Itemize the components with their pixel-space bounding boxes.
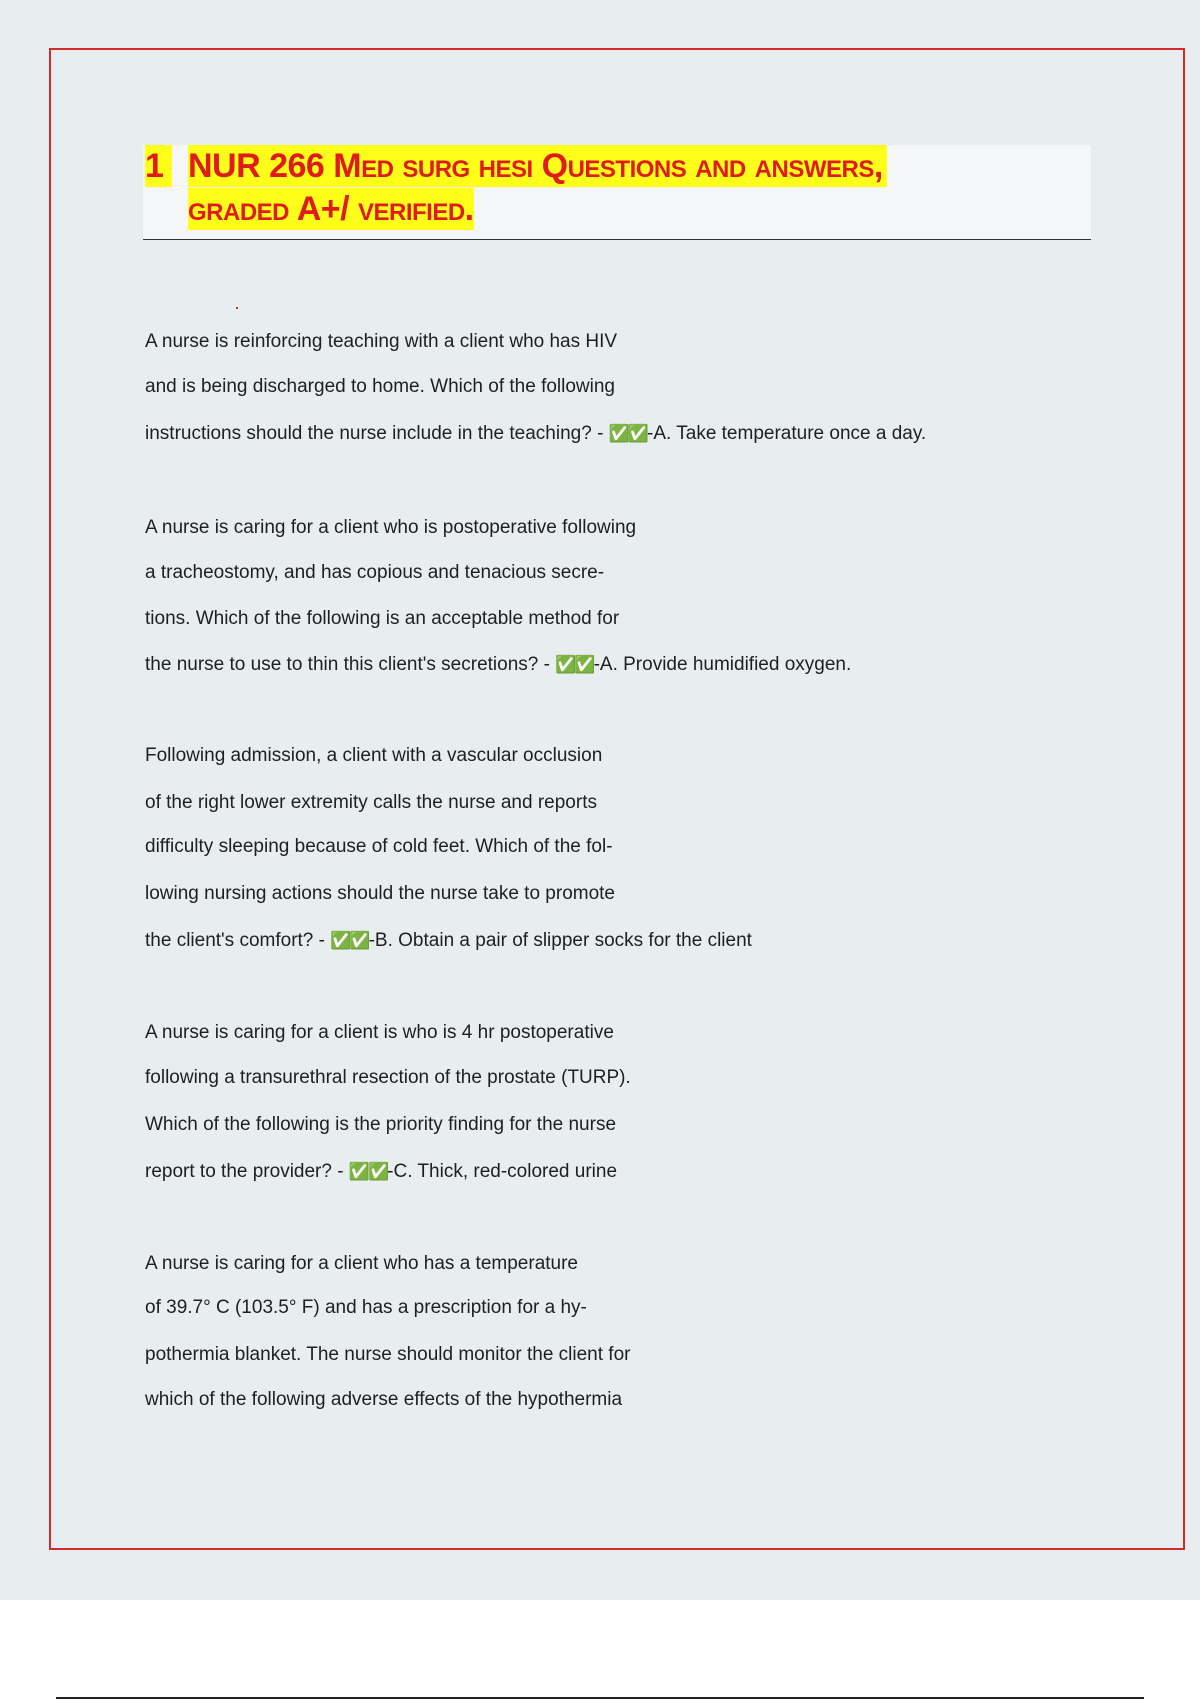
check-icon: ✅✅: [348, 1162, 388, 1182]
question-line: A nurse is caring for a client is who is 4 hr postoperative: [145, 1022, 614, 1043]
question-line: pothermia blanket. The nurse should monitor the client for: [145, 1344, 631, 1365]
answer-text: -B. Obtain a pair of slipper socks for the client: [368, 930, 752, 951]
question-line: A nurse is caring for a client who has a temperature: [145, 1253, 579, 1274]
heading-number: 1: [145, 145, 172, 187]
question-line: of the right lower extremity calls the nurse and reports: [145, 792, 597, 813]
document-heading: [143, 145, 1091, 240]
question-line: A nurse is caring for a client who is postoperative following: [145, 517, 637, 538]
heading-title-line-2: graded A+/ verified.: [188, 190, 474, 228]
check-icon: ✅✅: [555, 655, 594, 675]
answer-text: -A. Take temperature once a day.: [647, 423, 927, 444]
answer-text: -A. Provide humidified oxygen.: [593, 654, 852, 675]
question-line: following a transurethral resection of the prostate (TURP).: [145, 1067, 631, 1088]
question-line: the nurse to use to thin this client's secretions? -: [145, 654, 556, 675]
question-line: tions. Which of the following is an acceptable method for: [145, 608, 620, 629]
question-line: lowing nursing actions should the nurse take to promote: [145, 883, 615, 904]
page-bottom-rule: [56, 1697, 1144, 1699]
question-answer-line: [145, 929, 752, 953]
answer-text: -C. Thick, red-colored urine: [387, 1161, 618, 1182]
question-line: a tracheostomy, and has copious and tenacious secre-: [145, 562, 605, 583]
stray-mark: [236, 307, 238, 309]
question-answer-line: [145, 653, 851, 677]
question-line: difficulty sleeping because of cold feet. Which of the fol-: [145, 836, 613, 857]
check-icon: ✅✅: [330, 931, 369, 951]
question-line: report to the provider? -: [145, 1161, 349, 1182]
question-line: which of the following adverse effects of the hypothermia: [145, 1389, 623, 1410]
question-answer-line: [145, 1160, 617, 1184]
question-line: and is being discharged to home. Which of the following: [145, 376, 615, 397]
heading-title-line-1: NUR 266 Med surg hesi Questions and answers,: [188, 145, 887, 187]
question-answer-line: [145, 422, 926, 446]
question-line: instructions should the nurse include in the teaching? -: [145, 423, 609, 444]
question-line: of 39.7° C (103.5° F) and has a prescription for a hy-: [145, 1297, 587, 1318]
check-icon: ✅✅: [608, 424, 648, 444]
question-line: Which of the following is the priority finding for the nurse: [145, 1114, 617, 1135]
question-line: the client's comfort? -: [145, 930, 331, 951]
question-line: A nurse is reinforcing teaching with a client who has HIV: [145, 331, 618, 352]
question-line: Following admission, a client with a vascular occlusion: [145, 745, 603, 766]
